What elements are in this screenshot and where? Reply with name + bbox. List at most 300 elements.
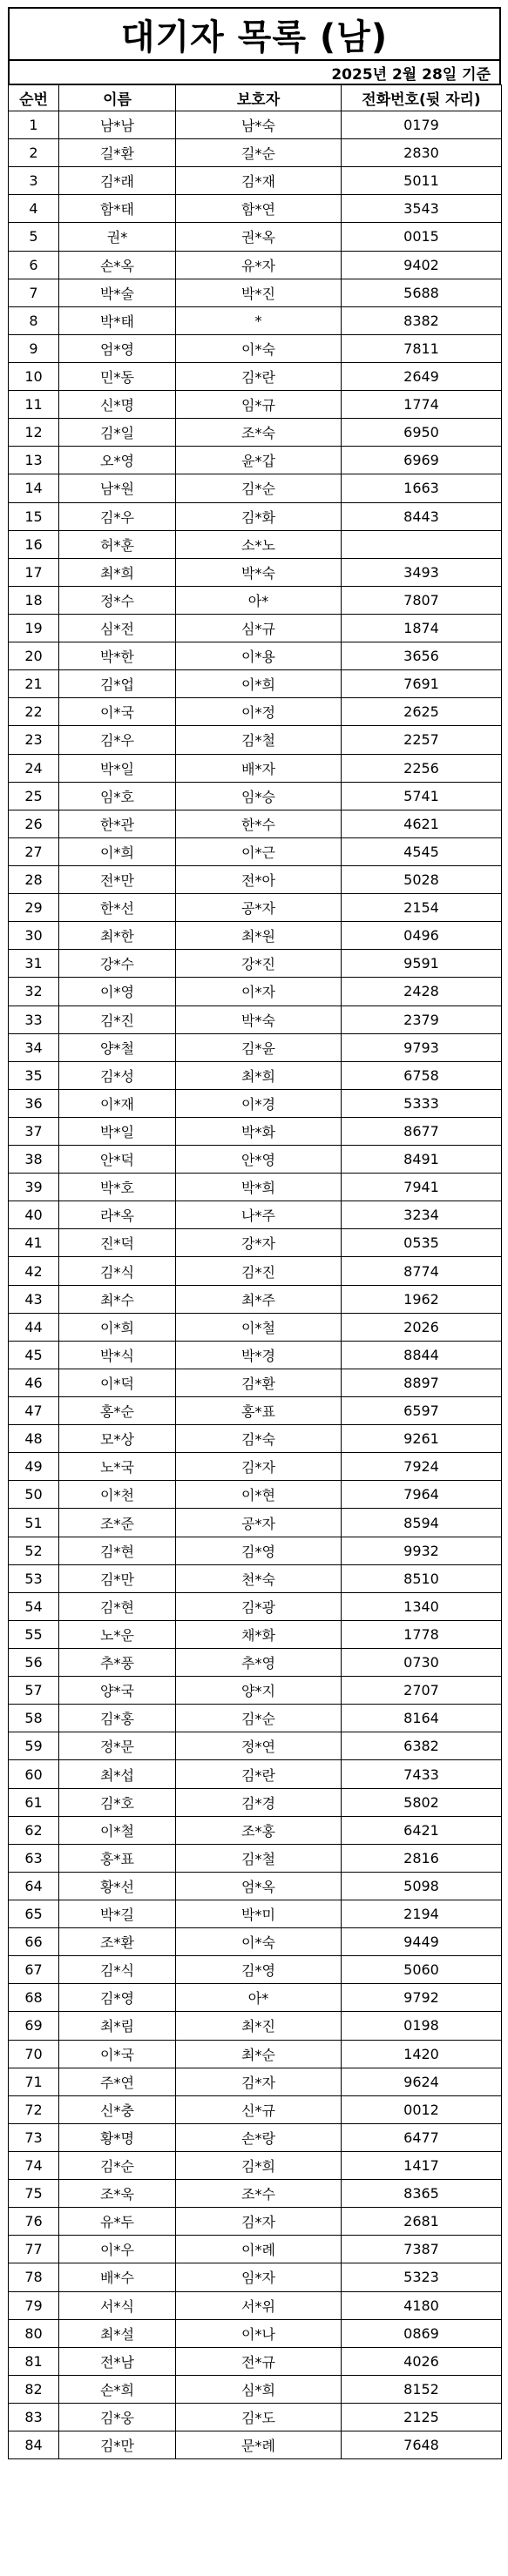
cell-phone: 2125 [342, 2403, 502, 2431]
table-row [9, 2403, 502, 2431]
cell-name: 최*한 [59, 922, 176, 950]
cell-phone: 8774 [342, 1257, 502, 1285]
cell-name: 함*태 [59, 195, 176, 223]
cell-no: 1 [9, 111, 59, 139]
cell-phone: 6477 [342, 2123, 502, 2151]
cell-name: 노*운 [59, 1620, 176, 1648]
cell-no: 27 [9, 837, 59, 865]
cell-name: 이*천 [59, 1481, 176, 1509]
header-phone: 전화번호(뒷 자리) [342, 85, 502, 111]
table-row [9, 111, 502, 139]
cell-no: 77 [9, 2236, 59, 2263]
cell-name: 김*만 [59, 2431, 176, 2459]
cell-no: 61 [9, 1788, 59, 1816]
cell-name: 김*현 [59, 1537, 176, 1564]
cell-no: 29 [9, 894, 59, 922]
table-row [9, 1677, 502, 1705]
cell-guardian: 김*순 [176, 474, 342, 502]
header-guardian: 보호자 [176, 85, 342, 111]
table-row [9, 391, 502, 419]
cell-phone: 1874 [342, 614, 502, 642]
cell-phone: 2707 [342, 1677, 502, 1705]
table-row [9, 586, 502, 614]
cell-name: 한*선 [59, 894, 176, 922]
table-row [9, 810, 502, 837]
table-row [9, 279, 502, 306]
table-row [9, 2236, 502, 2263]
cell-phone: 2256 [342, 754, 502, 782]
cell-phone: 7433 [342, 1760, 502, 1788]
cell-name: 전*만 [59, 865, 176, 893]
table-row [9, 1089, 502, 1117]
cell-no: 37 [9, 1117, 59, 1145]
cell-guardian: 전*아 [176, 865, 342, 893]
cell-name: 권* [59, 223, 176, 251]
cell-guardian: 강*자 [176, 1229, 342, 1257]
cell-phone: 6382 [342, 1732, 502, 1760]
table-row [9, 195, 502, 223]
cell-no: 18 [9, 586, 59, 614]
cell-name: 남*원 [59, 474, 176, 502]
cell-name: 최*림 [59, 2012, 176, 2040]
cell-guardian: 신*규 [176, 2095, 342, 2123]
cell-guardian: 박*숙 [176, 558, 342, 586]
table-row [9, 1705, 502, 1732]
cell-phone: 3493 [342, 558, 502, 586]
cell-phone: 3656 [342, 642, 502, 670]
cell-guardian: 유*자 [176, 251, 342, 279]
cell-no: 12 [9, 419, 59, 447]
cell-guardian: 이*용 [176, 642, 342, 670]
cell-no: 30 [9, 922, 59, 950]
cell-no: 34 [9, 1033, 59, 1061]
table-row [9, 474, 502, 502]
cell-phone: 2154 [342, 894, 502, 922]
cell-name: 이*국 [59, 2040, 176, 2068]
cell-phone: 7924 [342, 1453, 502, 1481]
cell-phone: 9624 [342, 2068, 502, 2095]
table-row [9, 2012, 502, 2040]
table-row [9, 642, 502, 670]
cell-name: 라*옥 [59, 1201, 176, 1229]
cell-phone: 4545 [342, 837, 502, 865]
table-row [9, 1509, 502, 1537]
waitlist-table [8, 84, 502, 2459]
cell-guardian: 나*주 [176, 1201, 342, 1229]
cell-name: 김*홍 [59, 1705, 176, 1732]
cell-phone: 6969 [342, 447, 502, 474]
table-row [9, 223, 502, 251]
cell-name: 이*우 [59, 2236, 176, 2263]
page-title: 대기자 목록 (남) [8, 7, 501, 59]
cell-name: 김*진 [59, 1006, 176, 1033]
cell-phone: 1420 [342, 2040, 502, 2068]
header-no: 순번 [9, 85, 59, 111]
table-row [9, 1592, 502, 1620]
cell-guardian: 김*경 [176, 1788, 342, 1816]
table-row [9, 1900, 502, 1928]
cell-no: 33 [9, 1006, 59, 1033]
cell-phone: 9402 [342, 251, 502, 279]
cell-guardian: 강*진 [176, 950, 342, 978]
table-row [9, 419, 502, 447]
cell-phone: 0179 [342, 111, 502, 139]
cell-guardian: 이*나 [176, 2319, 342, 2347]
cell-guardian: 채*화 [176, 1620, 342, 1648]
cell-name: 김*일 [59, 419, 176, 447]
cell-guardian: 배*자 [176, 754, 342, 782]
cell-guardian: 양*지 [176, 1677, 342, 1705]
cell-phone: 9261 [342, 1425, 502, 1453]
cell-phone: 8491 [342, 1146, 502, 1174]
cell-phone: 1774 [342, 391, 502, 419]
table-row [9, 1816, 502, 1844]
cell-phone: 7691 [342, 670, 502, 698]
cell-no: 31 [9, 950, 59, 978]
cell-guardian: 김*숙 [176, 1425, 342, 1453]
cell-guardian: 이*현 [176, 1481, 342, 1509]
cell-no: 64 [9, 1872, 59, 1900]
cell-no: 22 [9, 698, 59, 726]
cell-name: 박*길 [59, 1900, 176, 1928]
cell-no: 8 [9, 306, 59, 334]
cell-no: 7 [9, 279, 59, 306]
cell-name: 박*태 [59, 306, 176, 334]
table-row [9, 1369, 502, 1396]
cell-guardian: 임*승 [176, 782, 342, 810]
cell-guardian: 조*수 [176, 2180, 342, 2208]
cell-name: 손*희 [59, 2375, 176, 2403]
cell-guardian: 윤*갑 [176, 447, 342, 474]
cell-no: 9 [9, 334, 59, 362]
table-row [9, 2040, 502, 2068]
cell-phone: 2649 [342, 362, 502, 390]
cell-phone: 5098 [342, 1872, 502, 1900]
table-row [9, 2208, 502, 2236]
cell-name: 김*현 [59, 1592, 176, 1620]
cell-guardian: 김*란 [176, 1760, 342, 1788]
table-row [9, 334, 502, 362]
cell-phone: 6758 [342, 1061, 502, 1089]
cell-guardian: 정*연 [176, 1732, 342, 1760]
cell-no: 78 [9, 2263, 59, 2291]
cell-guardian: 전*규 [176, 2347, 342, 2375]
cell-phone: 2379 [342, 1006, 502, 1033]
cell-guardian: 김*윤 [176, 1033, 342, 1061]
table-row [9, 1872, 502, 1900]
cell-no: 60 [9, 1760, 59, 1788]
cell-no: 2 [9, 139, 59, 167]
cell-guardian: 이*례 [176, 2236, 342, 2263]
cell-phone: 0535 [342, 1229, 502, 1257]
cell-phone: 3543 [342, 195, 502, 223]
cell-no: 71 [9, 2068, 59, 2095]
table-row [9, 2180, 502, 2208]
cell-guardian: 안*영 [176, 1146, 342, 1174]
cell-guardian: 조*홍 [176, 1816, 342, 1844]
cell-name: 서*식 [59, 2291, 176, 2319]
cell-guardian: 이*숙 [176, 1928, 342, 1956]
table-row [9, 1732, 502, 1760]
cell-phone: 0869 [342, 2319, 502, 2347]
reference-date: 2025년 2월 28일 기준 [8, 59, 501, 84]
cell-guardian: 박*숙 [176, 1006, 342, 1033]
cell-name: 김*식 [59, 1257, 176, 1285]
cell-phone: 2681 [342, 2208, 502, 2236]
cell-no: 66 [9, 1928, 59, 1956]
cell-guardian: 이*자 [176, 978, 342, 1006]
cell-phone: 7811 [342, 334, 502, 362]
cell-phone: 1663 [342, 474, 502, 502]
cell-guardian: * [176, 306, 342, 334]
table-row [9, 922, 502, 950]
table-row [9, 1006, 502, 1033]
table-row [9, 1928, 502, 1956]
cell-no: 32 [9, 978, 59, 1006]
cell-guardian: 홍*표 [176, 1397, 342, 1425]
cell-guardian: 공*자 [176, 1509, 342, 1537]
cell-phone [342, 530, 502, 558]
cell-name: 이*재 [59, 1089, 176, 1117]
cell-phone: 5741 [342, 782, 502, 810]
cell-phone: 0730 [342, 1649, 502, 1677]
cell-name: 홍*표 [59, 1844, 176, 1872]
table-row [9, 2431, 502, 2459]
table-row [9, 2347, 502, 2375]
cell-phone: 8844 [342, 1341, 502, 1369]
table-row [9, 1620, 502, 1648]
cell-no: 19 [9, 614, 59, 642]
cell-no: 58 [9, 1705, 59, 1732]
cell-phone: 2026 [342, 1313, 502, 1341]
cell-name: 강*수 [59, 950, 176, 978]
cell-guardian: 문*례 [176, 2431, 342, 2459]
cell-name: 김*웅 [59, 2403, 176, 2431]
cell-no: 13 [9, 447, 59, 474]
cell-no: 82 [9, 2375, 59, 2403]
cell-name: 최*설 [59, 2319, 176, 2347]
cell-name: 허*훈 [59, 530, 176, 558]
table-row [9, 950, 502, 978]
cell-phone: 8365 [342, 2180, 502, 2208]
cell-name: 진*덕 [59, 1229, 176, 1257]
cell-name: 박*한 [59, 642, 176, 670]
cell-no: 54 [9, 1592, 59, 1620]
cell-guardian: 길*순 [176, 139, 342, 167]
cell-phone: 5060 [342, 1956, 502, 1984]
cell-no: 53 [9, 1564, 59, 1592]
cell-phone: 0015 [342, 223, 502, 251]
cell-guardian: 김*순 [176, 1705, 342, 1732]
cell-phone: 5333 [342, 1089, 502, 1117]
cell-no: 80 [9, 2319, 59, 2347]
table-row [9, 1537, 502, 1564]
cell-phone: 4180 [342, 2291, 502, 2319]
cell-guardian: 아* [176, 1984, 342, 2012]
cell-no: 74 [9, 2151, 59, 2179]
cell-guardian: 김*희 [176, 2151, 342, 2179]
cell-name: 김*업 [59, 670, 176, 698]
table-row [9, 2151, 502, 2179]
table-body [9, 111, 502, 2459]
cell-phone: 5688 [342, 279, 502, 306]
table-row [9, 2095, 502, 2123]
cell-no: 73 [9, 2123, 59, 2151]
table-row [9, 1649, 502, 1677]
table-row [9, 139, 502, 167]
cell-name: 황*명 [59, 2123, 176, 2151]
cell-guardian: 소*노 [176, 530, 342, 558]
cell-guardian: 박*경 [176, 1341, 342, 1369]
table-row [9, 978, 502, 1006]
cell-name: 김*성 [59, 1061, 176, 1089]
cell-phone: 5323 [342, 2263, 502, 2291]
table-row [9, 754, 502, 782]
cell-no: 75 [9, 2180, 59, 2208]
cell-phone: 9932 [342, 1537, 502, 1564]
cell-guardian: 김*철 [176, 726, 342, 754]
cell-guardian: 최*희 [176, 1061, 342, 1089]
cell-no: 83 [9, 2403, 59, 2431]
cell-no: 46 [9, 1369, 59, 1396]
cell-no: 67 [9, 1956, 59, 1984]
table-row [9, 2375, 502, 2403]
table-row [9, 1146, 502, 1174]
cell-name: 임*호 [59, 782, 176, 810]
cell-guardian: 박*진 [176, 279, 342, 306]
cell-no: 39 [9, 1174, 59, 1201]
table-row [9, 1760, 502, 1788]
cell-no: 6 [9, 251, 59, 279]
cell-name: 신*명 [59, 391, 176, 419]
cell-guardian: 김*환 [176, 1369, 342, 1396]
cell-phone: 8164 [342, 1705, 502, 1732]
cell-no: 43 [9, 1285, 59, 1313]
cell-guardian: 조*숙 [176, 419, 342, 447]
cell-no: 14 [9, 474, 59, 502]
table-row [9, 1285, 502, 1313]
table-row [9, 306, 502, 334]
cell-no: 55 [9, 1620, 59, 1648]
table-row [9, 614, 502, 642]
cell-name: 엄*영 [59, 334, 176, 362]
cell-name: 길*환 [59, 139, 176, 167]
cell-no: 11 [9, 391, 59, 419]
cell-guardian: 서*위 [176, 2291, 342, 2319]
cell-phone: 3234 [342, 1201, 502, 1229]
table-row [9, 558, 502, 586]
cell-no: 5 [9, 223, 59, 251]
cell-guardian: 한*수 [176, 810, 342, 837]
cell-guardian: 김*화 [176, 502, 342, 530]
cell-phone: 1340 [342, 1592, 502, 1620]
cell-name: 안*덕 [59, 1146, 176, 1174]
table-row [9, 1117, 502, 1145]
cell-no: 65 [9, 1900, 59, 1928]
cell-no: 26 [9, 810, 59, 837]
cell-no: 50 [9, 1481, 59, 1509]
cell-name: 민*동 [59, 362, 176, 390]
cell-guardian: 이*근 [176, 837, 342, 865]
table-row [9, 1174, 502, 1201]
cell-name: 김*영 [59, 1984, 176, 2012]
cell-guardian: 심*희 [176, 2375, 342, 2403]
cell-guardian: 함*연 [176, 195, 342, 223]
cell-phone: 9591 [342, 950, 502, 978]
cell-name: 심*전 [59, 614, 176, 642]
table-row [9, 1844, 502, 1872]
cell-guardian: 최*진 [176, 2012, 342, 2040]
cell-no: 52 [9, 1537, 59, 1564]
cell-guardian: 심*규 [176, 614, 342, 642]
cell-name: 손*옥 [59, 251, 176, 279]
cell-no: 28 [9, 865, 59, 893]
cell-no: 3 [9, 167, 59, 195]
table-row [9, 1453, 502, 1481]
cell-name: 전*남 [59, 2347, 176, 2375]
cell-guardian: 최*순 [176, 2040, 342, 2068]
table-row [9, 1956, 502, 1984]
table-row [9, 447, 502, 474]
cell-name: 이*철 [59, 1816, 176, 1844]
cell-no: 24 [9, 754, 59, 782]
cell-guardian: 이*숙 [176, 334, 342, 362]
cell-name: 조*환 [59, 1928, 176, 1956]
table-row [9, 2068, 502, 2095]
cell-phone: 5011 [342, 167, 502, 195]
cell-guardian: 이*정 [176, 698, 342, 726]
table-row [9, 1313, 502, 1341]
cell-name: 김*만 [59, 1564, 176, 1592]
cell-no: 49 [9, 1453, 59, 1481]
cell-name: 박*호 [59, 1174, 176, 1201]
cell-no: 72 [9, 2095, 59, 2123]
cell-no: 10 [9, 362, 59, 390]
cell-no: 51 [9, 1509, 59, 1537]
cell-name: 황*선 [59, 1872, 176, 1900]
cell-guardian: 이*철 [176, 1313, 342, 1341]
cell-guardian: 추*영 [176, 1649, 342, 1677]
cell-guardian: 손*랑 [176, 2123, 342, 2151]
cell-name: 유*두 [59, 2208, 176, 2236]
cell-no: 48 [9, 1425, 59, 1453]
cell-phone: 4026 [342, 2347, 502, 2375]
cell-guardian: 김*진 [176, 1257, 342, 1285]
cell-phone: 2625 [342, 698, 502, 726]
cell-guardian: 최*원 [176, 922, 342, 950]
cell-guardian: 아* [176, 586, 342, 614]
cell-no: 63 [9, 1844, 59, 1872]
cell-guardian: 김*영 [176, 1537, 342, 1564]
cell-name: 홍*순 [59, 1397, 176, 1425]
cell-phone: 6950 [342, 419, 502, 447]
cell-no: 20 [9, 642, 59, 670]
cell-no: 25 [9, 782, 59, 810]
table-row [9, 1984, 502, 2012]
cell-phone: 8382 [342, 306, 502, 334]
header-name: 이름 [59, 85, 176, 111]
cell-guardian: 공*자 [176, 894, 342, 922]
cell-guardian: 이*경 [176, 1089, 342, 1117]
cell-phone: 2830 [342, 139, 502, 167]
table-row [9, 502, 502, 530]
table-row [9, 1564, 502, 1592]
cell-no: 16 [9, 530, 59, 558]
cell-no: 21 [9, 670, 59, 698]
cell-name: 양*철 [59, 1033, 176, 1061]
cell-phone: 8510 [342, 1564, 502, 1592]
cell-guardian: 박*화 [176, 1117, 342, 1145]
